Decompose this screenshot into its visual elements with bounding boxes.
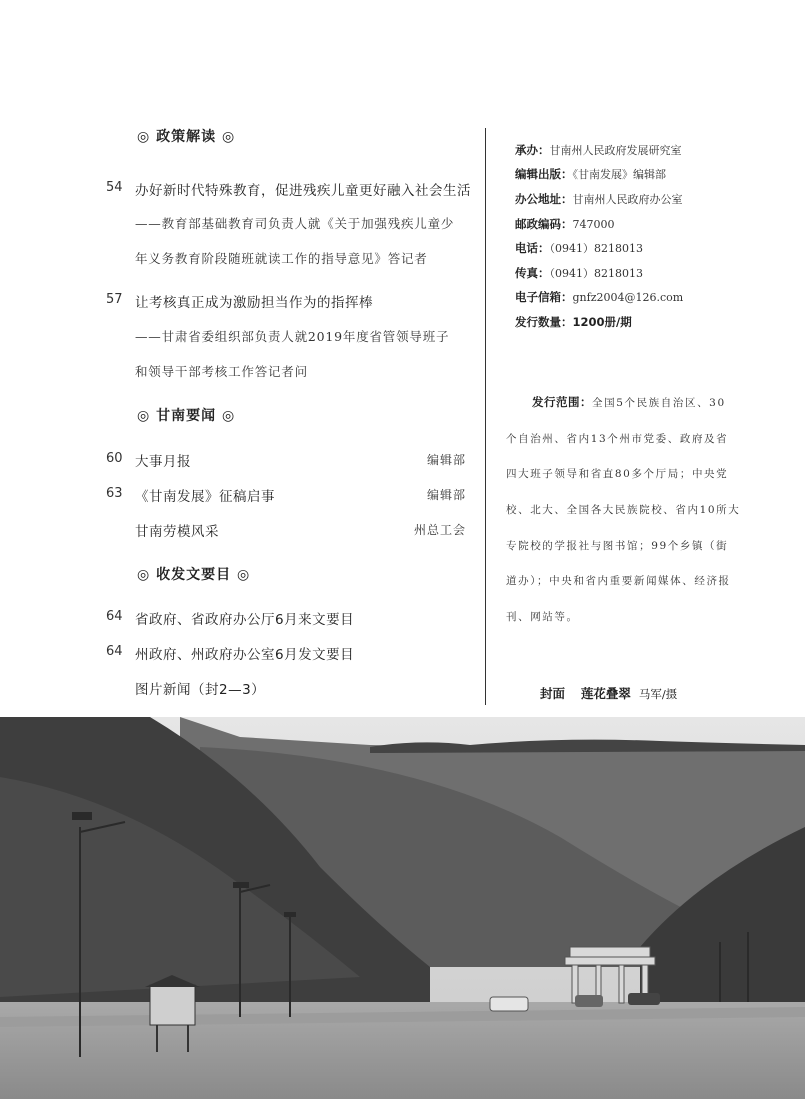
toc-entry-subtitle: ——甘肃省委组织部负责人就2019年度省管领导班子 bbox=[135, 329, 450, 344]
distribution-line: 四大班子领导和省直80多个厅局；中央党 bbox=[506, 468, 729, 480]
page-number: 64 bbox=[106, 644, 123, 659]
cover-caption bbox=[540, 684, 677, 702]
toc-entry-source: 编辑部 bbox=[426, 488, 466, 502]
toc-entry-title[interactable]: 《甘南发展》征稿启事 bbox=[135, 489, 275, 505]
page-number: 63 bbox=[106, 486, 123, 501]
toc-entry-title[interactable]: 州政府、州政府办公室6月发文要目 bbox=[135, 647, 355, 663]
page-number: 64 bbox=[106, 609, 123, 624]
column-divider bbox=[485, 128, 486, 705]
toc-entry-title[interactable]: 办好新时代特殊教育，促进残疾儿童更好融入社会生活 bbox=[135, 183, 471, 199]
cover-photo bbox=[0, 717, 805, 1099]
toc-entry-source: 编辑部 bbox=[426, 453, 466, 467]
masthead-address: 办公地址：甘南州人民政府办公室 bbox=[515, 192, 683, 206]
distribution-line: 个自治州、省内13个州市党委、政府及省 bbox=[506, 433, 729, 445]
masthead-postcode: 邮政编码：747000 bbox=[515, 217, 615, 231]
distribution-line: 刊、网站等。 bbox=[506, 611, 579, 623]
cover-title: 莲花叠翠 bbox=[580, 686, 631, 701]
toc-entry-subtitle: 和领导干部考核工作答记者问 bbox=[135, 364, 308, 379]
masthead-fax: 传真：（0941）8218013 bbox=[515, 266, 643, 280]
masthead-organizer: 承办：甘南州人民政府发展研究室 bbox=[515, 143, 682, 157]
toc-entry-subtitle: 年义务教育阶段随班就读工作的指导意见》答记者 bbox=[135, 251, 428, 266]
section-heading-docs: ◎ 收发文要目 ◎ bbox=[137, 567, 251, 583]
distribution-line: 道办）；中央和省内重要新闻媒体、经济报 bbox=[506, 575, 731, 587]
toc-entry-title[interactable]: 图片新闻（封2—3） bbox=[135, 682, 266, 698]
masthead-publisher: 编辑出版：《甘南发展》编辑部 bbox=[515, 167, 666, 181]
masthead-circulation: 发行数量：1200册/期 bbox=[515, 315, 632, 329]
cover-credit: 马军/摄 bbox=[638, 687, 678, 701]
section-heading-news: ◎ 甘南要闻 ◎ bbox=[137, 408, 236, 424]
toc-entry-title[interactable]: 甘南劳模风采 bbox=[135, 524, 219, 540]
toc-entry-subtitle: ——教育部基础教育司负责人就《关于加强残疾儿童少 bbox=[135, 216, 455, 231]
section-heading-policy: ◎ 政策解读 ◎ bbox=[137, 129, 236, 145]
toc-entry-title[interactable]: 让考核真正成为激励担当作为的指挥棒 bbox=[135, 295, 373, 311]
distribution-line: 校、北大、全国各大民族院校、省内10所大 bbox=[506, 504, 741, 516]
masthead-phone: 电话：（0941）8218013 bbox=[515, 241, 643, 255]
cover-label: 封面 bbox=[540, 686, 566, 701]
toc-entry-title[interactable]: 大事月报 bbox=[135, 454, 191, 470]
page-number: 57 bbox=[106, 292, 123, 307]
page-number: 60 bbox=[106, 451, 123, 466]
masthead-email[interactable]: 电子信箱：gnfz2004@126.com bbox=[515, 290, 684, 304]
toc-entry-source: 州总工会 bbox=[413, 523, 466, 537]
toc-entry-title[interactable]: 省政府、省政府办公厅6月来文要目 bbox=[135, 612, 355, 628]
distribution-line: 专院校的学报社与图书馆；99个乡镇（街 bbox=[506, 540, 729, 552]
distribution-line: 发行范围：全国5个民族自治区、30 bbox=[532, 395, 726, 409]
page-number: 54 bbox=[106, 180, 123, 195]
